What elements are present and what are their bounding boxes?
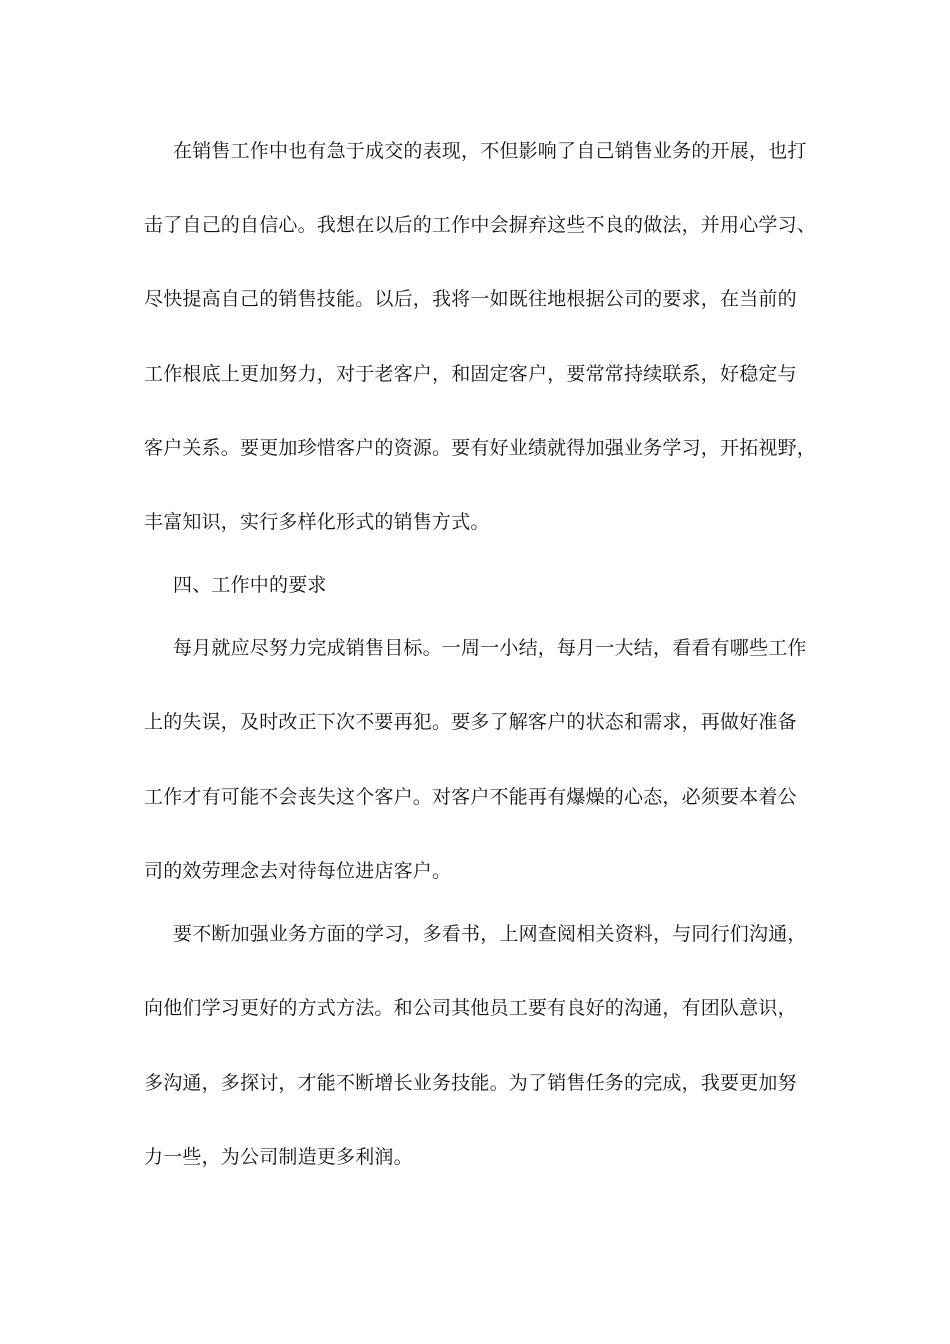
paragraph-line: 尽快提高自己的销售技能。以后，我将一如既往地根据公司的要求，在当前的	[144, 288, 797, 310]
section-heading: 四、工作中的要求	[173, 574, 327, 596]
paragraph-line: 在销售工作中也有急于成交的表现，不但影响了自己销售业务的开展，也打	[173, 140, 807, 162]
paragraph-line: 工作才有可能不会丧失这个客户。对客户不能再有爆燥的心态，必须要本着公	[144, 786, 797, 808]
paragraph-line: 上的失误，及时改正下次不要再犯。要多了解客户的状态和需求，再做好准备	[144, 711, 797, 733]
paragraph-line: 客户关系。要更加珍惜客户的资源。要有好业绩就得加强业务学习，开拓视野，	[144, 437, 817, 459]
paragraph-line: 工作根底上更加努力，对于老客户，和固定客户，要常常持续联系，好稳定与	[144, 363, 797, 385]
paragraph-line: 司的效劳理念去对待每位进店客户。	[144, 860, 452, 882]
paragraph-line: 向他们学习更好的方式方法。和公司其他员工要有良好的沟通，有团队意识，	[144, 997, 797, 1019]
paragraph-line: 力一些，为公司制造更多利润。	[144, 1146, 413, 1168]
paragraph-line: 要不断加强业务方面的学习，多看书，上网查阅相关资料，与同行们沟通，	[173, 923, 807, 945]
paragraph-line: 丰富知识，实行多样化形式的销售方式。	[144, 511, 490, 533]
paragraph-line: 每月就应尽努力完成销售目标。一周一小结，每月一大结，看看有哪些工作	[173, 637, 807, 659]
paragraph-line: 击了自己的自信心。我想在以后的工作中会摒弃这些不良的做法，并用心学习、	[144, 214, 817, 236]
paragraph-line: 多沟通，多探讨，才能不断增长业务技能。为了销售任务的完成，我要更加努	[144, 1072, 797, 1094]
